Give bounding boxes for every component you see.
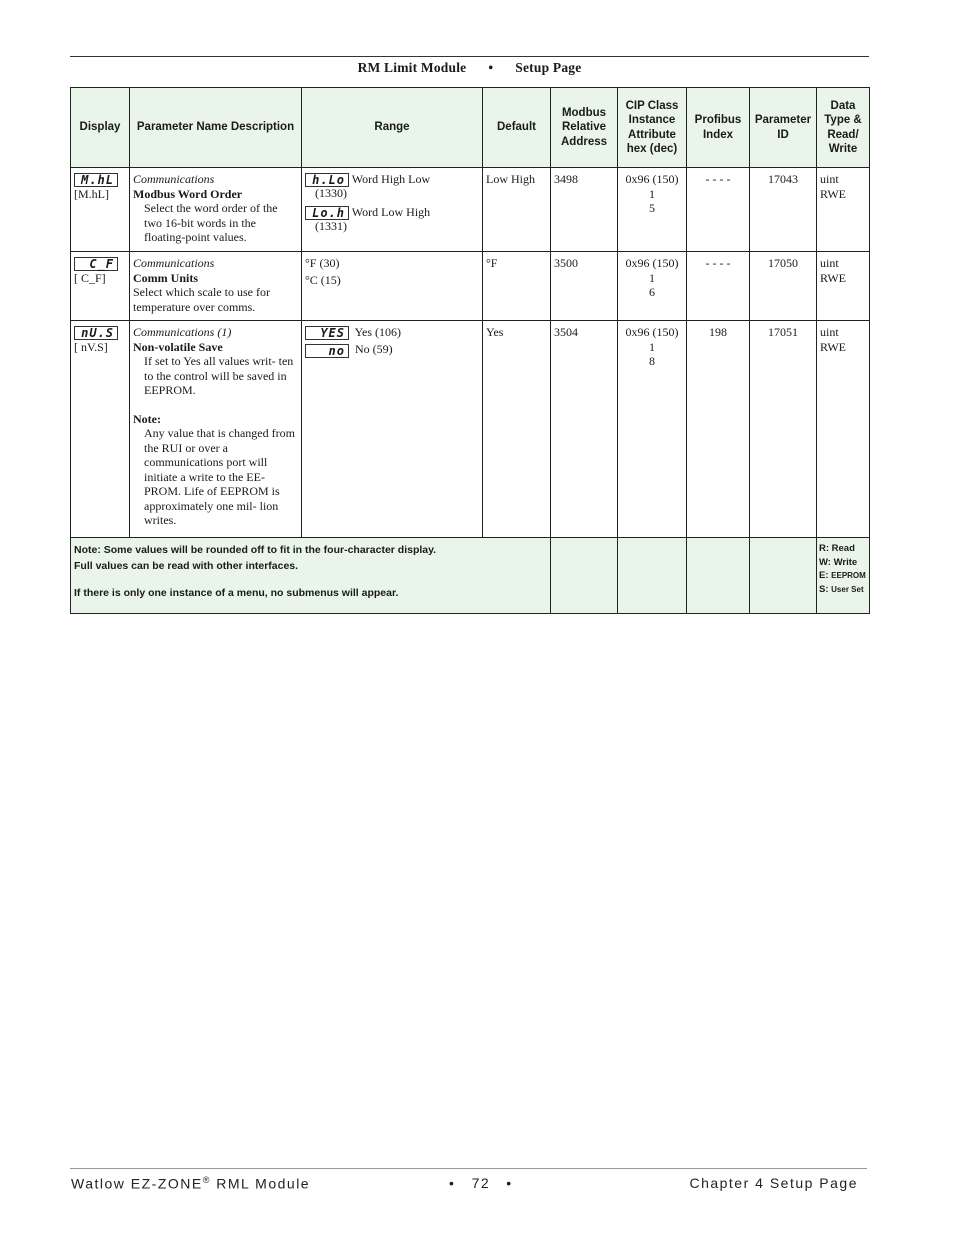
- footer-chapter: Chapter 4 Setup Page: [689, 1175, 858, 1191]
- lcd-option-icon: no: [305, 344, 349, 358]
- footer-empty-cell: [618, 538, 687, 614]
- table-footer-row: [71, 538, 870, 614]
- legend-e-value: EEPROM: [831, 571, 866, 580]
- legend-read: R: Read: [819, 543, 855, 554]
- lcd-display-icon: nU.S: [74, 326, 118, 340]
- parameter-category: Communications: [133, 256, 215, 270]
- legend-s-value: User Set: [831, 584, 864, 594]
- footer-empty-cell: [750, 538, 817, 614]
- footer-empty-cell: [687, 538, 750, 614]
- parameter-description: If set to Yes all values writ- ten to the control will be saved in EEPROM.: [144, 354, 294, 397]
- parameter-cell: [130, 321, 302, 538]
- data-type: uint: [820, 325, 839, 339]
- cip-attribute: 6: [649, 285, 655, 299]
- parameter-cell: [130, 252, 302, 321]
- col-parameter-name: Parameter Name Description: [130, 88, 302, 168]
- default-cell: Yes: [483, 321, 551, 538]
- default-cell: °F: [483, 252, 551, 321]
- lcd-option-icon: Lo.h: [305, 206, 349, 220]
- read-write: RWE: [820, 186, 846, 201]
- data-type-cell: [817, 168, 870, 252]
- profibus-cell: - - - -: [687, 168, 750, 252]
- parameter-name: Non-volatile Save: [133, 339, 223, 354]
- table-row: [71, 168, 870, 252]
- table-row: [71, 321, 870, 538]
- col-profibus: Profibus Index: [687, 88, 750, 168]
- parameter-id-cell: 17050: [750, 252, 817, 321]
- cip-attribute: 8: [649, 354, 655, 368]
- parameter-name: Modbus Word Order: [133, 186, 243, 201]
- header-bullet: •: [488, 60, 494, 75]
- range-label: No (59): [355, 342, 393, 357]
- range-value: (1330): [315, 186, 347, 201]
- cip-class: 0x96 (150): [625, 256, 679, 270]
- profibus-cell: 198: [687, 321, 750, 538]
- range-cell: [302, 252, 483, 321]
- range-label: °F (30): [305, 256, 340, 270]
- range-label: Word Low High: [351, 204, 431, 219]
- lcd-option-icon: YES: [305, 326, 349, 340]
- parameter-description: Select the word order of the two 16-bit words in the floating-point values.: [144, 201, 278, 244]
- modbus-cell: 3498: [551, 168, 618, 252]
- cip-instance: 1: [649, 186, 655, 201]
- cip-class: 0x96 (150): [625, 325, 679, 339]
- modbus-cell: 3504: [551, 321, 618, 538]
- read-write: RWE: [820, 270, 846, 285]
- display-cell: [71, 321, 130, 538]
- col-range: Range: [302, 88, 483, 168]
- parameter-id-cell: 17043: [750, 168, 817, 252]
- page-header: [70, 60, 869, 76]
- header-page: Setup Page: [515, 60, 582, 75]
- legend-s-key: S:: [819, 583, 829, 595]
- range-label: Yes (106): [354, 325, 402, 339]
- rw-legend: [817, 538, 870, 614]
- col-data-type: Data Type & Read/ Write: [817, 88, 870, 168]
- page-number: • 72 •: [449, 1175, 513, 1191]
- col-default: Default: [483, 88, 551, 168]
- col-modbus: Modbus Relative Address: [551, 88, 618, 168]
- registered-mark: ®: [202, 1175, 211, 1185]
- col-cip: CIP Class Instance Attribute hex (dec): [618, 88, 687, 168]
- footer-product: [71, 1175, 310, 1192]
- parameter-category: Communications: [133, 172, 215, 186]
- footer-product-suffix: RML Module: [210, 1175, 311, 1192]
- range-cell: [302, 168, 483, 252]
- cip-cell: [618, 252, 687, 321]
- legend-write: W: Write: [819, 556, 858, 568]
- display-code: [ nV.S]: [74, 340, 108, 355]
- lcd-option-icon: h.Lo: [305, 173, 349, 187]
- footer-note: Full values can be read with other interfaces.: [74, 560, 299, 572]
- default-cell: Low High: [483, 168, 551, 252]
- range-value: (1331): [315, 219, 347, 233]
- note-text: Any value that is changed from the RUI or over a communications port will initiate a write to the EE- PROM. Life of EEPROM is approximately one mil- lion writes.: [144, 426, 295, 527]
- col-parameter-id: Parameter ID: [750, 88, 817, 168]
- data-type: uint: [820, 172, 839, 186]
- read-write: RWE: [820, 339, 846, 354]
- footer-note: Note: Some values will be rounded off to fit in the four-character display.: [74, 544, 437, 556]
- profibus-cell: - - - -: [687, 252, 750, 321]
- data-type: uint: [820, 256, 839, 270]
- display-cell: [71, 168, 130, 252]
- cip-instance: 1: [649, 270, 655, 285]
- display-cell: [71, 252, 130, 321]
- cip-attribute: 5: [649, 201, 655, 215]
- range-cell: [302, 321, 483, 538]
- col-display: Display: [71, 88, 130, 168]
- cip-cell: [618, 321, 687, 538]
- lcd-display-icon: C_F: [74, 257, 118, 271]
- footer-product-name: Watlow EZ-ZONE: [71, 1175, 203, 1192]
- data-type-cell: [817, 321, 870, 538]
- footer-note: If there is only one instance of a menu, no submenus will appear.: [74, 587, 399, 599]
- footer-rule: [70, 1168, 867, 1169]
- top-rule: [70, 56, 869, 57]
- footer-notes: [71, 538, 551, 614]
- cip-cell: [618, 168, 687, 252]
- parameter-table: [70, 87, 870, 614]
- display-code: [ C_F]: [74, 271, 106, 286]
- parameter-description: Select which scale to use for temperature over comms.: [133, 285, 270, 314]
- lcd-display-icon: M.hL: [74, 173, 118, 187]
- header-module: RM Limit Module: [357, 60, 467, 75]
- parameter-cell: [130, 168, 302, 252]
- parameter-id-cell: 17051: [750, 321, 817, 538]
- parameter-category: Communications (1): [133, 325, 232, 339]
- data-type-cell: [817, 252, 870, 321]
- table-row: [71, 252, 870, 321]
- note-label: Note:: [133, 411, 161, 426]
- modbus-cell: 3500: [551, 252, 618, 321]
- range-label: °C (15): [305, 272, 341, 287]
- legend-e-key: E:: [819, 570, 829, 581]
- footer-empty-cell: [551, 538, 618, 614]
- cip-instance: 1: [649, 339, 655, 354]
- cip-class: 0x96 (150): [625, 172, 679, 186]
- table-header-row: [71, 88, 870, 168]
- range-label: Word High Low: [351, 172, 431, 186]
- display-code: [M.hL]: [74, 187, 109, 202]
- parameter-name: Comm Units: [133, 270, 198, 285]
